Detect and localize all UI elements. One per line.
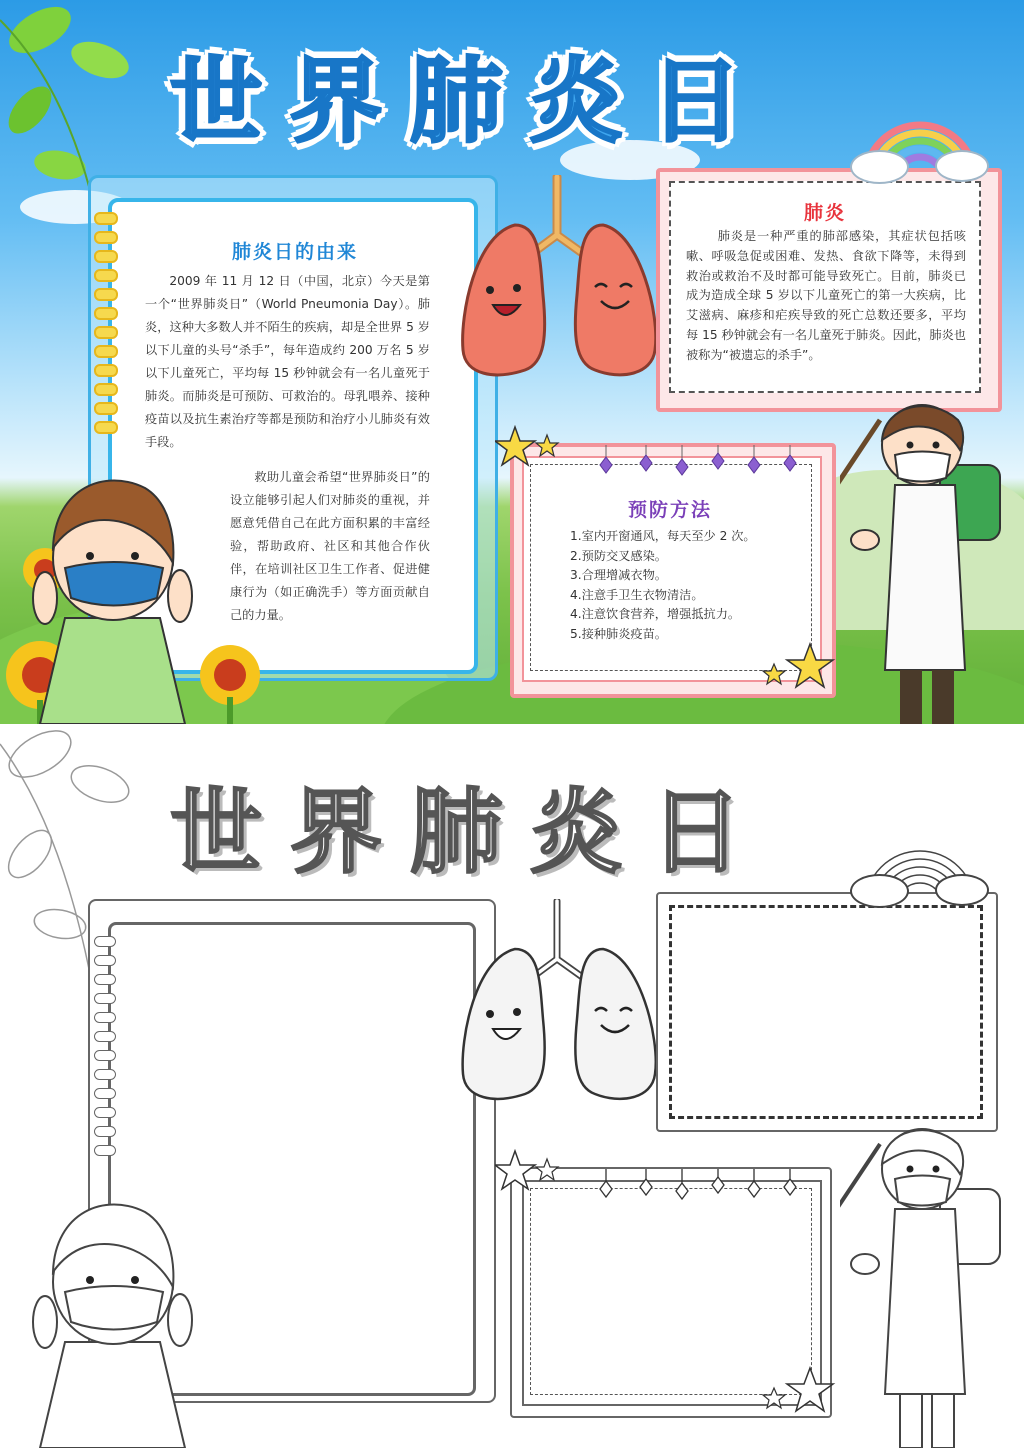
prevention-heading: 预防方法 — [627, 499, 712, 521]
page-title: 世界肺炎日 — [170, 48, 771, 155]
pneumonia-blank-panel — [669, 905, 983, 1119]
lungs-icon — [455, 175, 675, 390]
list-item: 3.合理增减衣物。 — [570, 568, 667, 582]
star-icon — [495, 1149, 565, 1199]
line-art-poster — [0, 724, 1024, 1448]
origin-paragraph-1: 2009 年 11 月 12 日（中国，北京）今天是第一个“世界肺炎日”（World Pneumonia Day）。肺炎，这种大多数人并不陌生的疾病，却是全世界 5 岁以下儿童的头号“杀手”，每年造成约 200 万名 5 岁以下儿童死亡，平均每 15 秒钟就会有一名儿童死于肺炎。而肺炎是可预防、可救治的。母乳喂养、接种疫苗以及抗生素治疗等都是预防和治疗小儿肺炎有效手段。 — [145, 274, 430, 449]
star-icon — [760, 1364, 840, 1424]
pneumonia-paragraph: 肺炎是一种严重的肺部感染，其症状包括咳嗽、呼吸急促或困难、发热、食欲下降等，未得到救治或救治不及时都可能导致死亡。目前，肺炎已成为造成全球 5 岁以下儿童死亡的第一大疾病，比艾滋病、麻疹和疟疾导致的死亡总数还要多，平均每 15 秒钟就会有一名儿童死于肺炎。因此，肺炎也被称为“被遗忘的杀手”。 — [686, 229, 966, 362]
list-item: 4.注意手卫生衣物清洁。 — [570, 587, 704, 602]
lungs-icon — [455, 899, 675, 1114]
child-mask-icon — [25, 468, 200, 724]
origin-paragraph-2: 救助儿童会希望“世界肺炎日”的设立能够引起人们对肺炎的重视，并愿意凭借自己在此方面积累的丰富经验，帮助政府、社区和其他合作伙伴，在培训社区卫生工作者、促进健康行为（如正确洗手）等方面贡献自己的力量。 — [230, 470, 430, 622]
cloud — [935, 150, 989, 182]
child-mask-icon — [25, 1192, 200, 1448]
diamond-ornament-icon — [590, 1169, 810, 1209]
list-item: 4.注意饮食营养，增强抵抗力。 — [570, 607, 741, 621]
cloud — [850, 150, 909, 184]
doctor-sprayer-icon — [840, 1114, 1020, 1448]
doctor-sprayer-icon — [840, 390, 1020, 724]
page-title-outline: 世界肺炎日 — [170, 779, 771, 886]
notebook-rings — [94, 936, 118, 1186]
cloud — [850, 874, 909, 908]
prevention-list — [570, 527, 800, 644]
notebook-rings — [94, 212, 118, 462]
list-item: 5.接种肺炎疫苗。 — [570, 626, 667, 641]
cloud — [935, 874, 989, 906]
diamond-ornament-icon — [590, 445, 810, 485]
pneumonia-heading: 肺炎 — [803, 202, 846, 224]
star-icon — [495, 425, 565, 475]
leaf-icon — [0, 0, 150, 200]
star-icon — [760, 640, 840, 700]
list-item: 2.预防交叉感染。 — [570, 548, 667, 563]
list-item: 1.室内开窗通风，每天至少 2 次。 — [570, 529, 756, 543]
origin-heading: 肺炎日的由来 — [231, 241, 358, 263]
